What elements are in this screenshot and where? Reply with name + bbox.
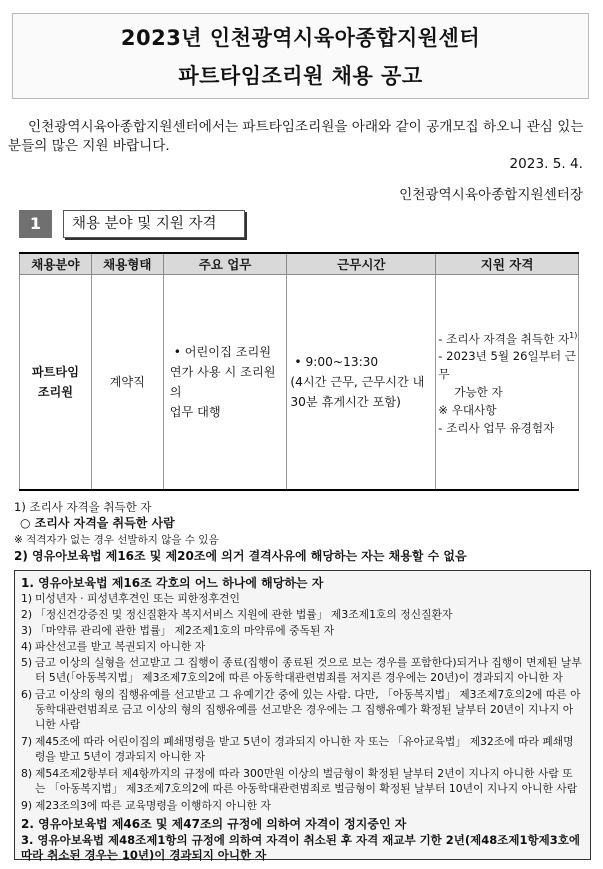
- duty-line: 연가 사용 시 조리원의: [169, 365, 276, 399]
- item-text: 파산선고를 받고 복권되지 아니한 자: [35, 640, 206, 653]
- hours-line: • 9:00~13:30: [294, 355, 379, 369]
- duty-line: • 어린이집 조리원: [173, 345, 272, 359]
- recruitment-table: [19, 252, 579, 491]
- disqual-heading-2: 2. 영유아보육법 제46조 및 제47조의 규정에 의하여 자격이 정지중인 자: [21, 817, 407, 831]
- disqual-heading-3: 3. 영유아보육법 제48조제1항의 규정에 의하여 자격이 취소된 후 자격 재교부 기한 2년(제48조제1항제3호에 따라 취소된 경우는 10년)이 경과되지 아니한 자: [21, 833, 580, 862]
- list-item: [21, 655, 586, 685]
- cell-type: 계약직: [91, 275, 163, 491]
- title-box: [12, 13, 589, 99]
- duty-line: 업무 대행: [169, 405, 221, 419]
- intro-text: 인천광역시육아종합지원센터에서는 파트타임조리원을 아래와 같이 공개모집 하오니 관심 있는 분들의 많은 지원 바랍니다.: [8, 119, 584, 154]
- footnote-1: 1) 조리사 자격을 취득한 자: [14, 500, 152, 514]
- item-text: 제23조의3에 따른 교육명령을 이행하지 아니한 자: [35, 799, 271, 812]
- table-row: [20, 275, 579, 491]
- section-number: 1: [19, 210, 52, 238]
- item-number: 9): [21, 799, 33, 812]
- qual-line: ※ 우대사항: [438, 403, 497, 418]
- hours-line: 30분 휴게시간 포함): [290, 395, 401, 409]
- list-item: [21, 591, 586, 606]
- item-number: 4): [21, 640, 33, 653]
- qual-line: - 2023년 5월 26일부터 근무: [438, 349, 577, 382]
- list-item: [21, 766, 586, 796]
- list-item: [21, 639, 586, 654]
- page-subtitle: 파트타임조리원 채용 공고: [178, 64, 423, 88]
- item-number: 2): [21, 608, 33, 621]
- item-number: 5): [21, 656, 33, 669]
- item-number: 6): [21, 688, 33, 701]
- header-field: 채용분야: [20, 253, 92, 275]
- field-line: 조리원: [37, 385, 74, 399]
- header-type: 채용형태: [91, 253, 163, 275]
- section-title: 채용 분야 및 지원 자격: [63, 210, 245, 238]
- list-item: [21, 623, 586, 638]
- qual-line: [438, 327, 578, 348]
- item-text: 제45조에 따라 어린이집의 폐쇄명령을 받고 5년이 경과되지 아니한 자 또는 「유아교육법」 제32조에 따라 폐쇄명령을 받고 5년이 경과되지 아니한 자: [35, 735, 574, 763]
- qual-text: - 조리사 자격을 취득한 자: [438, 331, 570, 346]
- item-text: 제54조제2항부터 제4항까지의 규정에 따라 300만원 이상의 벌금형이 확정된 날부터 2년이 지나지 아니한 사람 또는 「아동복지법」 제3조제7호의2에 따른 아동학대관련범죄로 벌금형이 확정된 날부터 10년이 지나지 아니한 사람: [35, 767, 578, 795]
- item-text: 「정신건강증진 및 정신질환자 복지서비스 지원에 관한 법률」 제3조제1호의 정신질환자: [35, 608, 453, 621]
- header-qualification: 지원 자격: [436, 253, 579, 275]
- cell-hours: [287, 275, 436, 491]
- item-number: 1): [21, 592, 33, 605]
- footnote-2: 2) 영유아보육법 제16조 및 제20조에 의거 결격사유에 해당하는 자는 채용할 수 없음: [14, 549, 467, 563]
- item-text: 미성년자 · 피성년후견인 또는 피한정후견인: [35, 592, 240, 605]
- item-text: 금고 이상의 실형을 선고받고 그 집행이 종료(집행이 종료된 것으로 보는 경우를 포함한다)되거나 집행이 면제된 날부터 5년(「아동복지법」 제3조제7호의2에 따른 아동학대관련범죄를 저지른 경우에는 20년)이 경과되지 아니한 자: [35, 656, 582, 684]
- list-item: [21, 687, 586, 732]
- footnote-ref: 1): [569, 330, 578, 340]
- page-title: 2023년 인천광역시육아종합지원센터: [120, 26, 481, 50]
- disqual-heading-1: 1. 영유아보육법 제16조 각호의 어느 하나에 해당하는 자: [21, 576, 324, 590]
- announcement-date: 2023. 5. 4.: [509, 156, 583, 172]
- item-number: 3): [21, 624, 33, 637]
- header-duty: 주요 업무: [163, 253, 287, 275]
- cell-qualification: [436, 275, 579, 491]
- cell-duty: [163, 275, 287, 491]
- item-text: 금고 이상의 형의 집행유예를 선고받고 그 유예기간 중에 있는 사람. 다만, 「아동복지법」 제3조제7호의2에 따른 아동학대관련범죄로 금고 이상의 형의 집행유예를 선고받은 경우에는 그 집행유예가 확정된 날부터 20년이 지나지 아니한 사람: [35, 688, 581, 731]
- qual-line: 가능한 자: [454, 385, 503, 400]
- footnote-1-sub: ○ 조리사 자격을 취득한 사람: [20, 516, 175, 530]
- item-text: 「마약류 관리에 관한 법률」 제2조제1호의 마약류에 중독된 자: [35, 624, 335, 637]
- table-header-row: [20, 253, 579, 275]
- field-line: 파트타임: [31, 365, 79, 379]
- list-item: [21, 734, 586, 764]
- hours-line: (4시간 근무, 근무시간 내: [290, 375, 425, 389]
- list-item: [21, 607, 586, 622]
- qual-line: - 조리사 업무 유경험자: [438, 421, 555, 436]
- disqualification-box: [14, 570, 591, 860]
- item-number: 7): [21, 735, 33, 748]
- list-item: [21, 798, 586, 813]
- issuer-org: 인천광역시육아종합지원센터장: [399, 187, 583, 203]
- footnote-star: ※ 적격자가 없는 경우 선발하지 않을 수 있음: [14, 534, 219, 546]
- cell-field: [20, 275, 92, 491]
- item-number: 8): [21, 767, 33, 780]
- header-hours: 근무시간: [287, 253, 436, 275]
